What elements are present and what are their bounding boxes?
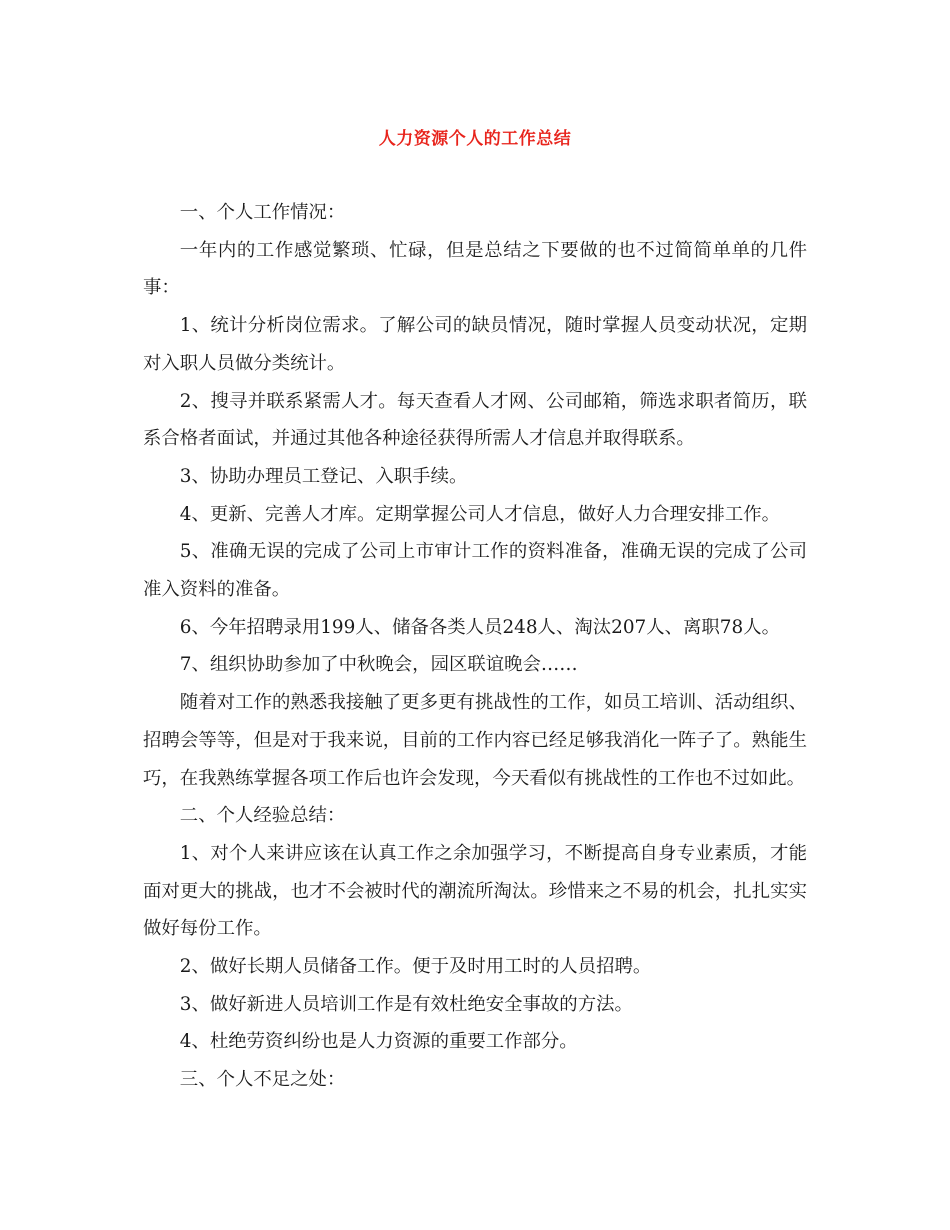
section-heading-1: 一、个人工作情况： bbox=[179, 202, 346, 223]
list-item: 1、统计分析岗位需求。了解公司的缺员情况，随时掌握人员变动状况，定期对入职人员做分类统计。 bbox=[143, 315, 807, 374]
section-heading-2: 二、个人经验总结： bbox=[179, 805, 346, 827]
document-body bbox=[143, 194, 807, 1099]
paragraph: 随着对工作的熟悉我接触了更多更有挑战性的工作，如员工培训、活动组织、招聘会等等，但是对于我来说，目前的工作内容已经足够我消化一阵子了。熟能生巧，在我熟练掌握各项工作后也许会发现，今天看似有挑战性的工作也不过如此。 bbox=[143, 692, 807, 789]
list-item: 3、协助办理员工登记、入职手续。 bbox=[179, 465, 468, 487]
list-item: 5、准确无误的完成了公司上市审计工作的资料准备，准确无误的完成了公司准入资料的准备。 bbox=[143, 541, 807, 601]
document-title: 人力资源个人的工作总结 bbox=[378, 129, 572, 149]
list-item: 1、对个人来讲应该在认真工作之余加强学习，不断提高自身专业素质，才能面对更大的挑战，也才不会被时代的潮流所淘汰。珍惜来之不易的机会，扎扎实实做好每份工作。 bbox=[143, 842, 807, 940]
list-item: 7、组织协助参加了中秋晚会，园区联谊晚会…… bbox=[179, 654, 578, 676]
list-item: 4、更新、完善人才库。定期掌握公司人才信息，做好人力合理安排工作。 bbox=[179, 503, 780, 525]
list-item: 6、今年招聘录用199人、储备各类人员248人、淘汰207人、离职78人。 bbox=[179, 616, 780, 638]
list-item: 3、做好新进人员培训工作是有效杜绝安全事故的方法。 bbox=[179, 993, 633, 1015]
list-item: 4、杜绝劳资纠纷也是人力资源的重要工作部分。 bbox=[179, 1031, 578, 1053]
paragraph: 一年内的工作感觉繁琐、忙碌，但是总结之下要做的也不过简简单单的几件事： bbox=[143, 239, 807, 299]
list-item: 2、做好长期人员储备工作。便于及时用工时的人员招聘。 bbox=[179, 956, 652, 978]
list-item: 2、搜寻并联系紧需人才。每天查看人才网、公司邮箱，筛选求职者简历，联系合格者面试，并通过其他各种途径获得所需人才信息并取得联系。 bbox=[143, 390, 807, 450]
section-heading-3: 三、个人不足之处： bbox=[179, 1069, 346, 1091]
